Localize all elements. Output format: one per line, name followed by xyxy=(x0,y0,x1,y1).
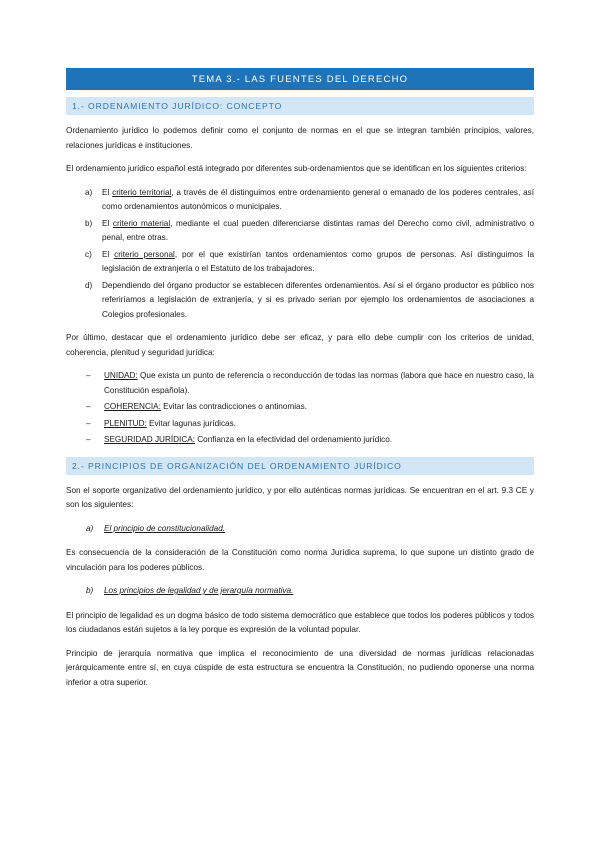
item-term: SEGURIDAD JURÍDICA: xyxy=(104,435,195,444)
list-marker: – xyxy=(86,418,91,428)
list-marker: b) xyxy=(85,218,93,228)
item-term: UNIDAD: xyxy=(104,371,138,380)
paragraph: Ordenamiento jurídico lo podemos definir como el conjunto de normas en el que se integran también principios, valores, relaciones jurídicas e instituciones. xyxy=(66,126,534,150)
item-text: Confianza en la efectividad del ordenamiento jurídico. xyxy=(194,435,393,444)
item-text: Dependiendo del órgano productor se establecen diferentes ordenamientos. Así si el órgano productor es público nos referiríamos a legislación de extranjería, y si es privado serian por ejemplo los ordenamientos de asociaciones a Colegios profesionales. xyxy=(102,280,534,319)
list-item xyxy=(66,433,534,448)
list-marker: – xyxy=(86,402,91,411)
item-text: Evitar lagunas jurídicas. xyxy=(146,418,236,428)
item-text: Que exista un punto de referencia o reconducción de todas las normas (labora que hace en nuestro caso, la Constitución española). xyxy=(104,371,534,395)
paragraph: El principio de legalidad es un dogma básico de todo sistema democrático que establece que todos los poderes públicos y todos los ciudadanos están sujetos a la ley porque es expresión de la voluntad popular. xyxy=(66,610,534,634)
item-text: Evitar las contradicciones o antinomias. xyxy=(160,402,307,411)
list-item xyxy=(66,186,534,215)
subheading-text: El principio de constitucionalidad. xyxy=(104,523,226,533)
list-marker: – xyxy=(86,435,91,444)
item-prefix: El xyxy=(102,218,113,228)
item-term: criterio territorial xyxy=(112,187,172,197)
paragraph: Principio de jerarquía normativa que implica el reconocimiento de una diversidad de normas jurídicas relacionadas jerárquicamente entre sí, en cuya cúspide de esta estructura se encuentra la Constitución, no pudiendo oponerse una norma inferior a otra superior. xyxy=(66,648,534,687)
item-text: , a través de él distinguimos entre ordenamiento general o emanado de los poderes centrales, así como ordenamientos autonómicos o municipales. xyxy=(102,187,534,211)
item-prefix: El xyxy=(102,249,115,259)
list-marker: a) xyxy=(85,187,93,197)
item-prefix: El xyxy=(102,187,113,197)
list-item xyxy=(66,400,534,415)
document-title: TEMA 3.- LAS FUENTES DEL DERECHO xyxy=(66,68,534,90)
item-text: , por el que existirían tantos ordenamientos como grupos de personas. Así distinguimos la legislación de extranjería o el Estatuto de los trabajadores. xyxy=(102,249,535,273)
paragraph: Por último, destacar que el ordenamiento jurídico debe ser eficaz, y para ello debe cumplir con los criterios de unidad, coherencia, plenitud y seguridad jurídica: xyxy=(66,333,534,357)
item-term: PLENITUD: xyxy=(104,418,147,428)
section-heading-2: 2.- PRINCIPIOS DE ORGANIZACIÓN DEL ORDENAMIENTO JURÍDICO xyxy=(66,457,534,475)
paragraph: Es consecuencia de la consideración de la Constitución como norma Jurídica suprema, lo que supone un distinto grado de vinculación para los poderes públicos. xyxy=(66,548,534,572)
item-term: criterio personal xyxy=(114,249,175,259)
subheading-text: Los principios de legalidad y de jerarquía normativa. xyxy=(104,586,294,595)
list-item xyxy=(66,248,534,277)
item-term: criterio material xyxy=(112,218,171,228)
subheading-b xyxy=(66,584,534,599)
properties-list xyxy=(66,369,534,448)
section-heading-1: 1.- ORDENAMIENTO JURÍDICO: CONCEPTO xyxy=(66,97,534,115)
list-item xyxy=(66,417,534,432)
item-term: COHERENCIA: xyxy=(104,402,161,411)
list-marker: b) xyxy=(86,586,94,595)
paragraph: El ordenamiento jurídico español está integrado por diferentes sub-ordenamientos que se identifican en los siguientes criterios: xyxy=(66,164,527,173)
item-text: , mediante el cual pueden diferenciarse distintas ramas del Derecho como civil, administrativo o penal, entre otras. xyxy=(102,218,534,242)
list-marker: – xyxy=(86,371,91,380)
paragraph: Son el soporte organizativo del ordenamiento jurídico, y por ello auténticas normas jurídicas. Se encuentran en el art. 9.3 CE y son los siguientes: xyxy=(66,485,534,509)
list-item xyxy=(66,369,534,398)
list-item xyxy=(66,217,534,246)
subheading-a xyxy=(66,522,534,537)
list-item xyxy=(66,279,534,323)
list-marker: c) xyxy=(85,249,92,259)
criteria-list xyxy=(66,186,534,323)
list-marker: a) xyxy=(86,523,94,533)
list-marker: d) xyxy=(85,280,93,290)
